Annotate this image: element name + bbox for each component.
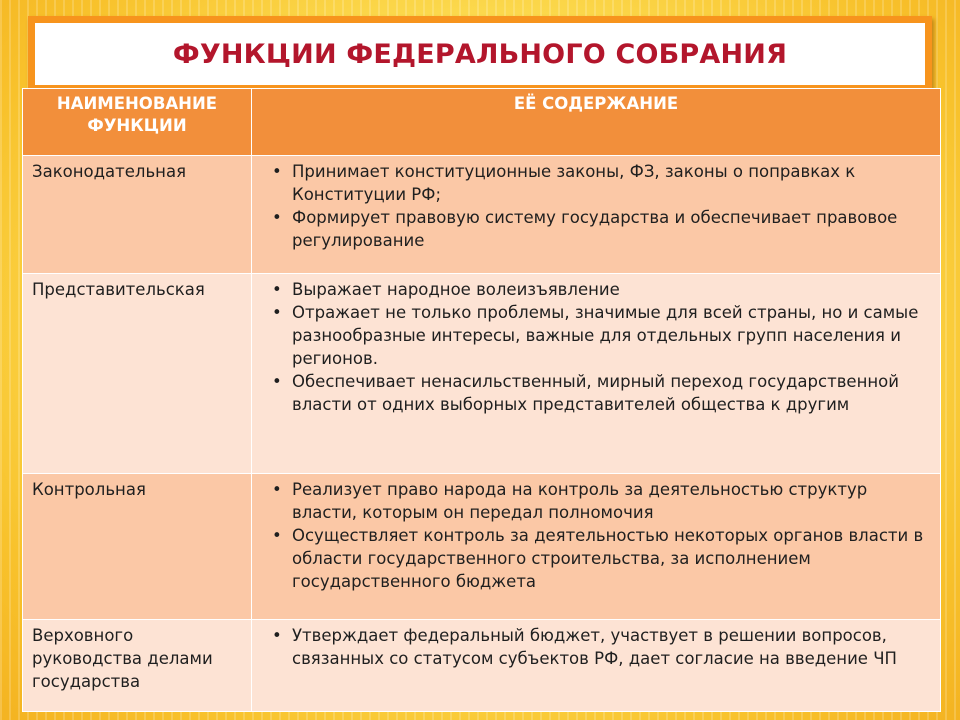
table-row bbox=[23, 620, 941, 712]
content-item: • Отражает не только проблемы, значимые для всей страны, но и самые разнообразные интересы, важные для отдельных групп населения и регионов. bbox=[292, 301, 932, 370]
function-name: Верховного руководства делами государства bbox=[23, 620, 252, 712]
content-item: • Формирует правовую систему государства и обеспечивает правовое регулирование bbox=[292, 206, 932, 252]
content-item: • Принимает конституционные законы, ФЗ, законы о поправках к Конституции РФ; bbox=[292, 160, 932, 206]
function-name: Представительская bbox=[23, 274, 252, 474]
content-item: • Выражает народное волеизъявление bbox=[292, 278, 932, 301]
content-item: • Осуществляет контроль за деятельностью некоторых органов власти в области государственного строительства, за исполнением государственного бюджета bbox=[292, 524, 932, 593]
page-title: ФУНКЦИИ ФЕДЕРАЛЬНОГО СОБРАНИЯ bbox=[172, 38, 788, 70]
table-row bbox=[23, 474, 941, 620]
function-name: Законодательная bbox=[23, 156, 252, 274]
function-name: Контрольная bbox=[23, 474, 252, 620]
table-row bbox=[23, 274, 941, 474]
table-header-row bbox=[23, 89, 941, 156]
header-function-content: ЕЁ СОДЕРЖАНИЕ bbox=[252, 89, 941, 156]
content-item: • Реализует право народа на контроль за деятельностью структур власти, которым он передал полномочия bbox=[292, 478, 932, 524]
content-item: • Утверждает федеральный бюджет, участвует в решении вопросов, связанных со статусом субъектов РФ, дает согласие на введение ЧП bbox=[292, 624, 932, 670]
function-content bbox=[252, 274, 941, 474]
title-box bbox=[28, 16, 932, 92]
header-function-name: НАИМЕНОВАНИЕ ФУНКЦИИ bbox=[23, 89, 252, 156]
function-content bbox=[252, 156, 941, 274]
table-row bbox=[23, 156, 941, 274]
content-item: • Обеспечивает ненасильственный, мирный переход государственной власти от одних выборных представителей общества к другим bbox=[292, 370, 932, 416]
function-content bbox=[252, 474, 941, 620]
functions-table bbox=[22, 88, 941, 712]
function-content bbox=[252, 620, 941, 712]
